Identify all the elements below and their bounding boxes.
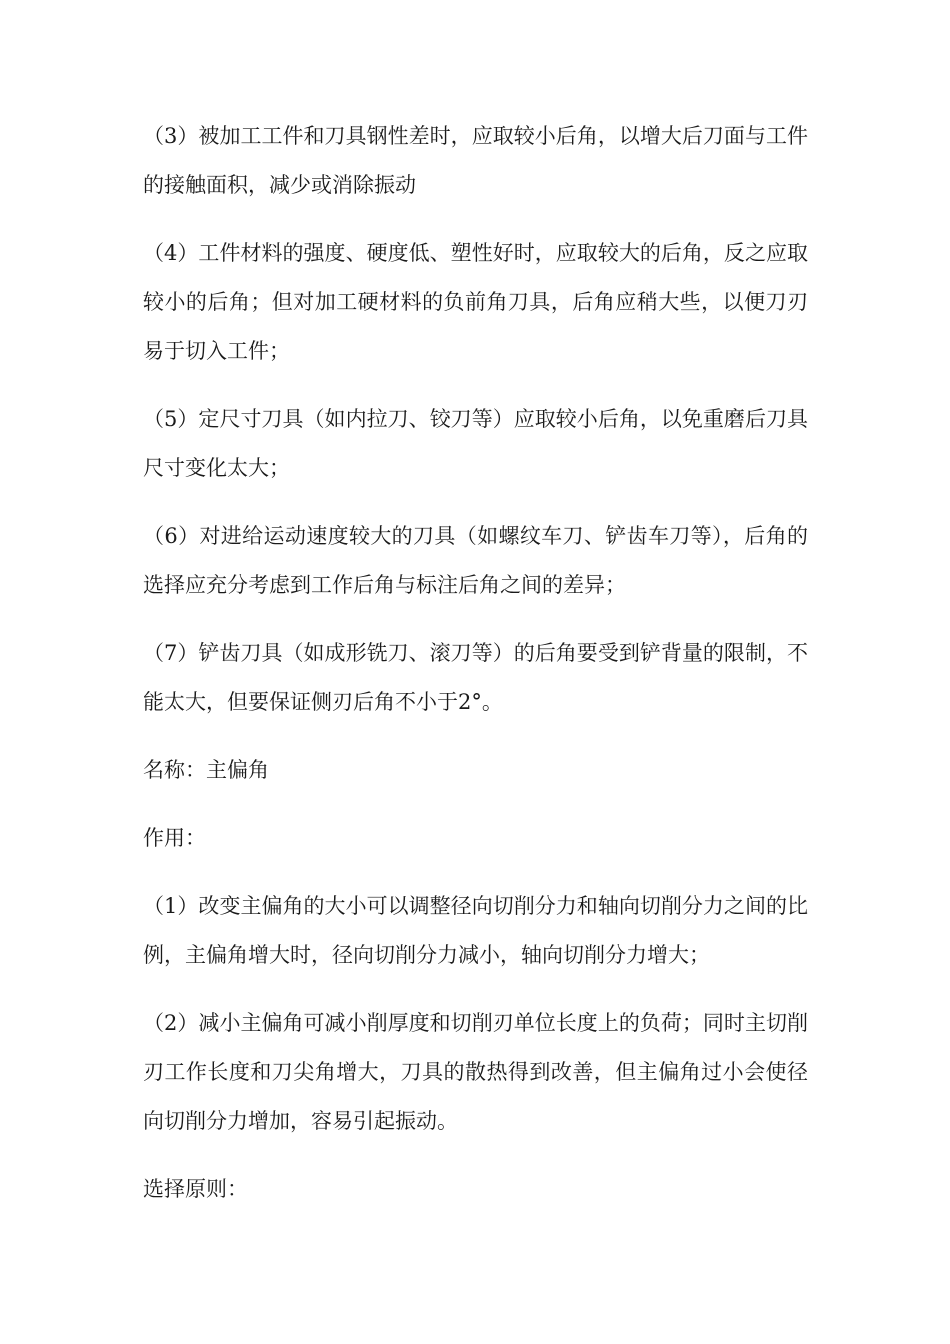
paragraph-clearance-angle-rule-5: （5）定尺寸刀具（如内拉刀、铰刀等）应取较小后角，以免重磨后刀具尺寸变化太大； <box>143 407 808 480</box>
paragraph-clearance-angle-rule-6: （6）对进给运动速度较大的刀具（如螺纹车刀、铲齿车刀等），后角的选择应充分考虑到工作后角与标注后角之间的差异； <box>143 524 808 597</box>
paragraph-selection-principle-heading: 选择原则： <box>143 1177 248 1201</box>
paragraph-name-heading: 名称：主偏角 <box>143 758 269 782</box>
paragraph-clearance-angle-rule-3: （3）被加工工件和刀具钢性差时，应取较小后角，以增大后刀面与工件的接触面积，减少或消除振动 <box>143 124 808 197</box>
document-body <box>143 112 808 1233</box>
paragraph-clearance-angle-rule-4: （4）工件材料的强度、硬度低、塑性好时，应取较大的后角，反之应取较小的后角；但对加工硬材料的负前角刀具，后角应稍大些，以便刀刃易于切入工件； <box>143 241 808 363</box>
paragraph-function-2: （2）减小主偏角可减小削厚度和切削刃单位长度上的负荷；同时主切削刃工作长度和刀尖角增大，刀具的散热得到改善，但主偏角过小会使径向切削分力增加，容易引起振动。 <box>143 1011 808 1133</box>
paragraph-clearance-angle-rule-7: （7）铲齿刀具（如成形铣刀、滚刀等）的后角要受到铲背量的限制，不能太大，但要保证侧刃后角不小于2°。 <box>143 641 808 714</box>
paragraph-function-1: （1）改变主偏角的大小可以调整径向切削分力和轴向切削分力之间的比例，主偏角增大时，径向切削分力减小，轴向切削分力增大； <box>143 894 808 967</box>
paragraph-function-heading: 作用： <box>143 826 206 850</box>
